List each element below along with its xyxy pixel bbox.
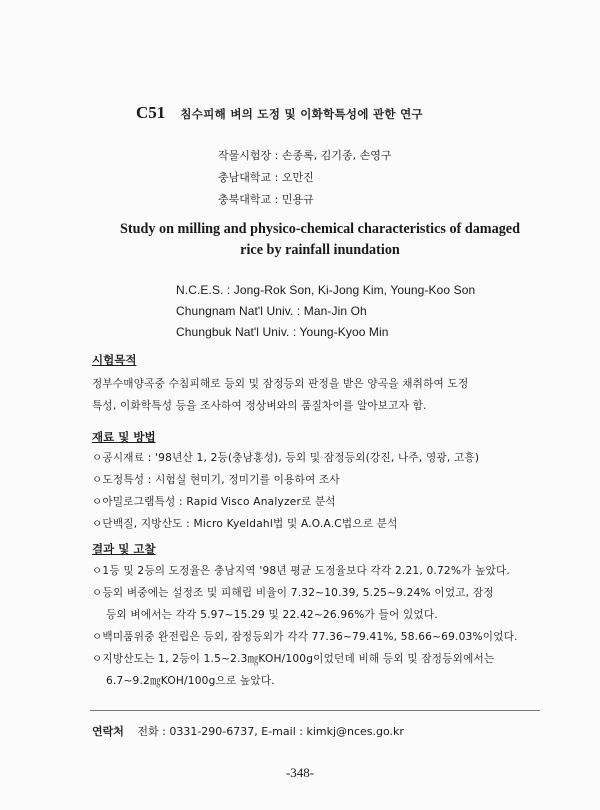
- page-number: -348-: [285, 765, 315, 780]
- author-line: 작물시험장 : 손종록, 김기종, 손영구: [218, 149, 392, 162]
- objective-body: [92, 373, 468, 417]
- paper-title: [136, 103, 423, 123]
- body-line: ㅇ아밀로그램특성 : Rapid Visco Analyzer로 분석: [92, 496, 336, 508]
- authors-korean: [218, 145, 391, 211]
- authors-english: [176, 280, 475, 343]
- author-line: N.C.E.S. : Jong-Rok Son, Ki-Jong Kim, Young-Koo Son: [176, 283, 476, 297]
- body-line: 등외 벼에서는 각각 5.97~15.29 및 22.42~26.96%가 들어 있었다.: [106, 609, 438, 621]
- body-line: ㅇ도정특성 : 시험실 현미기, 정미기를 이용하여 조사: [92, 474, 340, 486]
- body-line: ㅇ백미품위중 완전립은 등외, 잠정등외가 각각 77.36~79.41%, 58.66~69.03%이었다.: [92, 631, 518, 643]
- author-line: Chungnam Nat'l Univ. : Man-Jin Oh: [176, 304, 367, 318]
- body-line: ㅇ1등 및 2등의 도정율은 충남지역 '98년 평균 도정율보다 각각 2.21, 0.72%가 높았다.: [92, 565, 510, 577]
- paper-title-korean: 침수피해 벼의 도정 및 이화학특성에 관한 연구: [180, 107, 423, 121]
- body-line: ㅇ지방산도는 1, 2등이 1.5~2.3㎎KOH/100g이었던데 비해 등외 및 잠정등외에서는: [92, 653, 495, 665]
- paper-title-english: [60, 219, 580, 261]
- materials-heading: 재료 및 방법: [92, 430, 156, 444]
- author-line: 충북대학교 : 민용규: [218, 193, 314, 206]
- body-line: 정부수매양곡중 수침피해로 등외 및 잠정등외 판정을 받은 양곡을 채취하여 도정: [92, 378, 469, 390]
- footer-divider: [90, 710, 540, 711]
- paper-code: C51: [136, 103, 166, 122]
- contact-text: 전화 : 0331-290-6737, E-mail : kimkj@nces.go.kr: [137, 725, 404, 738]
- objective-heading: 시험목적: [92, 353, 137, 367]
- author-line: 충남대학교 : 오만진: [218, 171, 314, 184]
- title-line: rice by rainfall inundation: [240, 242, 400, 258]
- results-body: [92, 560, 518, 692]
- contact-info: [92, 723, 404, 739]
- body-line: 6.7~9.2㎎KOH/100g으로 높았다.: [106, 675, 275, 687]
- body-line: ㅇ등외 벼중에는 설정조 및 피해립 비율이 7.32~10.39, 5.25~9.24% 이었고, 잠정: [92, 587, 494, 599]
- materials-body: [92, 447, 479, 535]
- results-heading: 결과 및 고찰: [92, 542, 156, 556]
- body-line: ㅇ공시재료 : '98년산 1, 2등(충남홍성), 등외 및 잠정등외(강진, 나주, 영광, 고흥): [92, 452, 480, 464]
- contact-label: 연락처: [92, 725, 124, 738]
- author-line: Chungbuk Nat'l Univ. : Young-Kyoo Min: [176, 325, 389, 339]
- body-line: ㅇ단백질, 지방산도 : Micro Kyeldahl법 및 A.O.A.C법으로 분석: [92, 518, 398, 530]
- body-line: 특성, 이화학특성 등을 조사하여 정상벼와의 품질차이를 알아보고자 함.: [92, 400, 427, 412]
- title-line: Study on milling and physico-chemical characteristics of damaged: [119, 221, 520, 237]
